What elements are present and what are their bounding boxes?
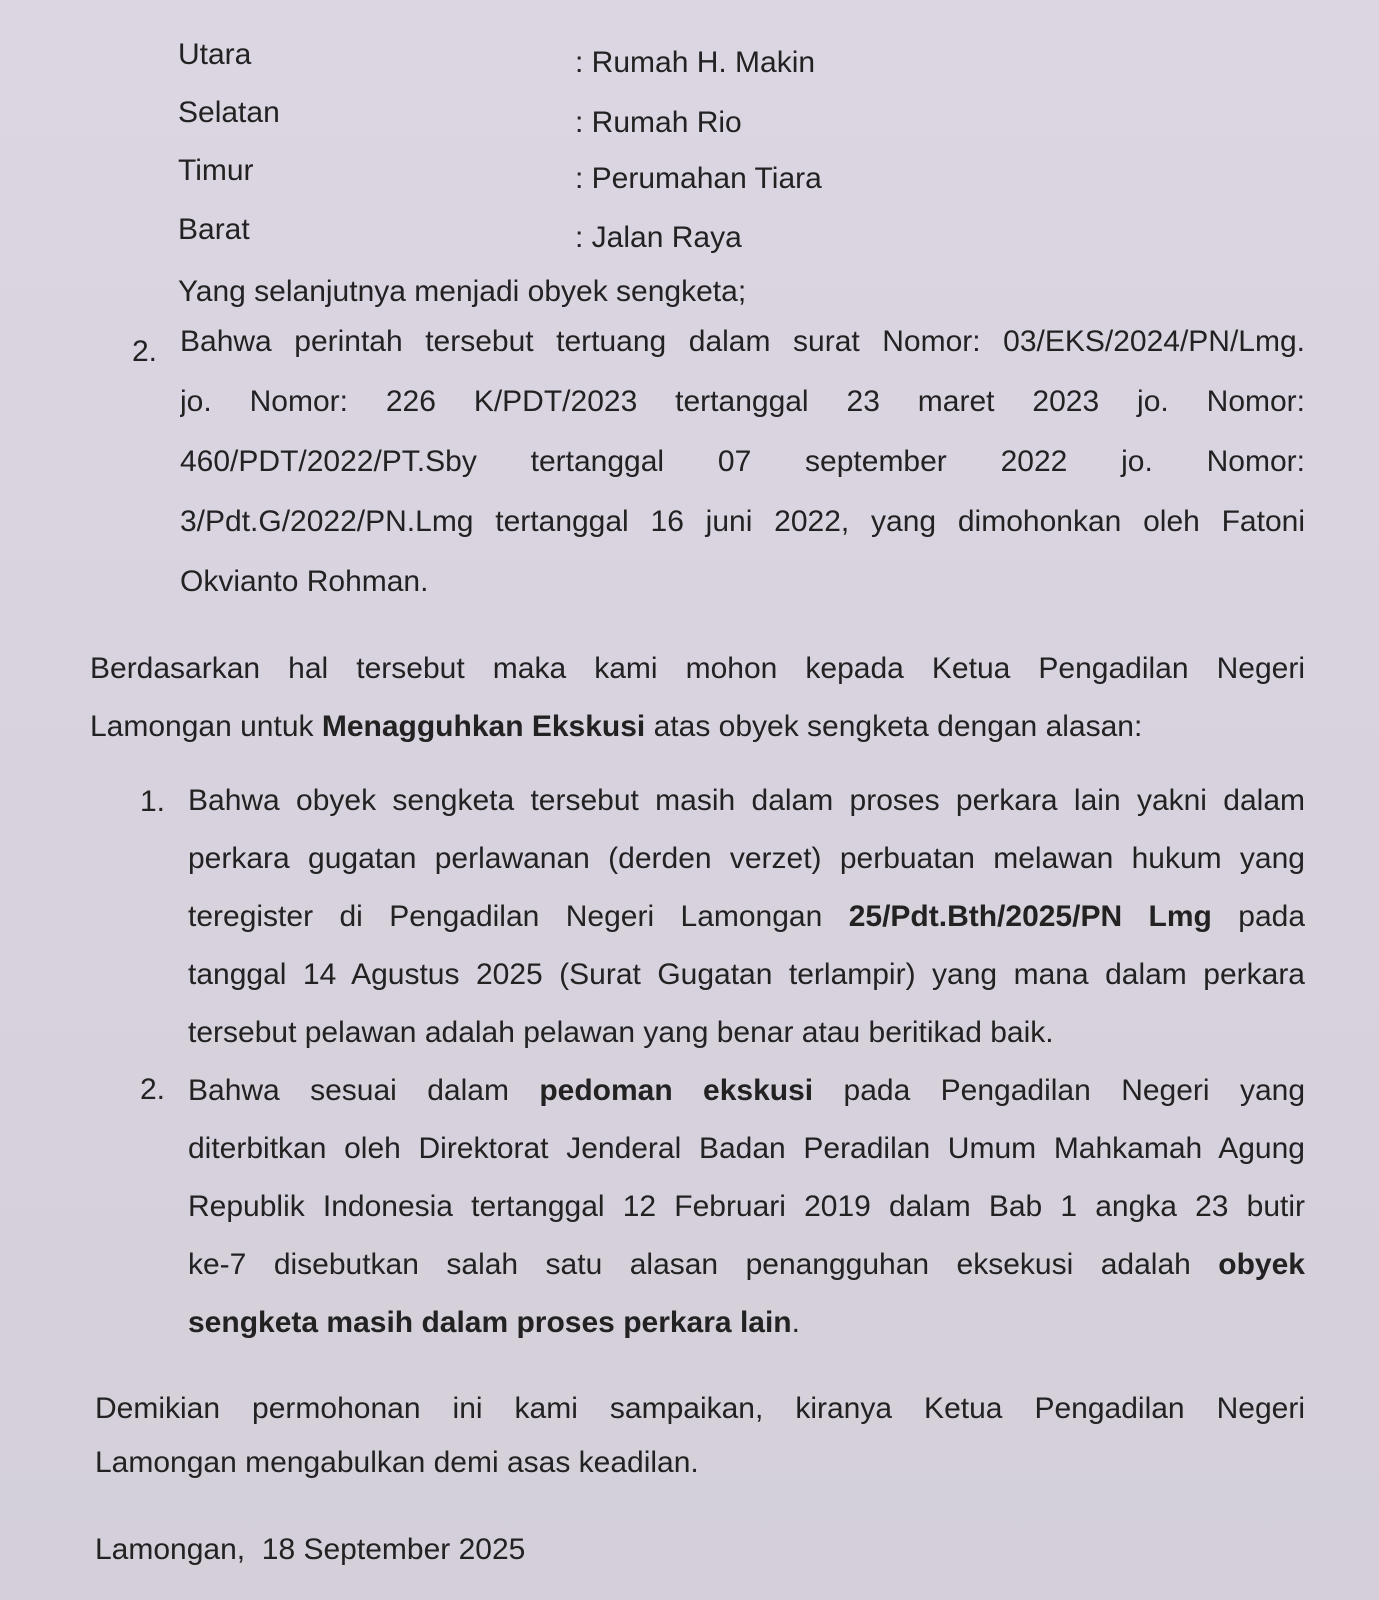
place-date: Lamongan, 18 September 2025 bbox=[95, 1533, 526, 1566]
boundary-label-west: Barat bbox=[178, 213, 250, 246]
boundary-label-south: Selatan bbox=[178, 96, 280, 129]
object-note: Yang selanjutnya menjadi obyek sengketa; bbox=[178, 275, 747, 308]
reason-text: teregister di Pengadilan Negeri Lamongan bbox=[188, 900, 849, 933]
boundary-value-south: : Rumah Rio bbox=[575, 106, 742, 139]
reason-line bbox=[188, 888, 1305, 946]
request-text: Lamongan untuk bbox=[90, 710, 322, 743]
request-text: atas obyek sengketa dengan alasan: bbox=[645, 710, 1143, 743]
reason-line: Republik Indonesia tertanggal 12 Februari 2019 dalam Bab 1 angka 23 butir bbox=[188, 1190, 1305, 1223]
boundary-label-east: Timur bbox=[178, 154, 254, 187]
closing-line: Demikian permohonan ini kami sampaikan, kiranya Ketua Pengadilan Negeri bbox=[95, 1392, 1305, 1425]
reason-emphasis: pedoman ekskusi bbox=[539, 1074, 814, 1107]
boundary-value-west: : Jalan Raya bbox=[575, 221, 742, 254]
closing-line: Lamongan mengabulkan demi asas keadilan. bbox=[95, 1446, 699, 1479]
closing-paragraph bbox=[95, 1382, 1305, 1490]
request-paragraph bbox=[90, 640, 1305, 756]
reason-text: ke-7 disebutkan salah satu alasan penangguhan eksekusi adalah bbox=[188, 1248, 1219, 1281]
reason-line: tersebut pelawan adalah pelawan yang benar atau beritikad baik. bbox=[188, 1016, 1054, 1049]
reason-1-paragraph bbox=[188, 772, 1305, 1062]
reason-emphasis: obyek bbox=[1218, 1248, 1305, 1281]
reason-text: pada Pengadilan Negeri yang bbox=[813, 1074, 1305, 1107]
case-number: 25/Pdt.Bth/2025/PN Lmg bbox=[848, 900, 1212, 933]
item2-line: jo. Nomor: 226 K/PDT/2023 tertanggal 23 maret 2023 jo. Nomor: bbox=[180, 385, 1305, 418]
item2-line: 460/PDT/2022/PT.Sby tertanggal 07 september 2022 jo. Nomor: bbox=[180, 445, 1305, 478]
item2-line: 3/Pdt.G/2022/PN.Lmg tertanggal 16 juni 2022, yang dimohonkan oleh Fatoni bbox=[180, 505, 1305, 538]
item-number: 2. bbox=[132, 335, 158, 368]
request-emphasis: Menagguhkan Ekskusi bbox=[321, 710, 646, 743]
reason-number: 2. bbox=[140, 1073, 166, 1106]
reason-text: . bbox=[791, 1306, 800, 1339]
item2-line: Bahwa perintah tersebut tertuang dalam surat Nomor: 03/EKS/2024/PN/Lmg. bbox=[180, 325, 1305, 358]
reason-line bbox=[188, 1236, 1305, 1294]
boundary-label-north: Utara bbox=[178, 38, 252, 71]
reason-line: Bahwa obyek sengketa tersebut masih dalam proses perkara lain yakni dalam bbox=[188, 784, 1305, 817]
item2-line: Okvianto Rohman. bbox=[180, 565, 429, 598]
reason-line: perkara gugatan perlawanan (derden verzet) perbuatan melawan hukum yang bbox=[188, 842, 1305, 875]
boundary-value-north: : Rumah H. Makin bbox=[575, 46, 816, 79]
request-line bbox=[90, 698, 1305, 756]
reason-emphasis: sengketa masih dalam proses perkara lain bbox=[188, 1306, 792, 1339]
boundary-value-east: : Perumahan Tiara bbox=[575, 162, 822, 195]
reason-2-paragraph bbox=[188, 1062, 1305, 1352]
reason-line: tanggal 14 Agustus 2025 (Surat Gugatan terlampir) yang mana dalam perkara bbox=[188, 958, 1305, 991]
reason-line: diterbitkan oleh Direktorat Jenderal Badan Peradilan Umum Mahkamah Agung bbox=[188, 1132, 1305, 1165]
request-line: Berdasarkan hal tersebut maka kami mohon kepada Ketua Pengadilan Negeri bbox=[90, 652, 1305, 685]
item2-paragraph bbox=[180, 312, 1305, 612]
reason-text: pada bbox=[1211, 900, 1305, 933]
reason-line bbox=[188, 1294, 1305, 1352]
reason-text: Bahwa sesuai dalam bbox=[188, 1074, 540, 1107]
reason-line bbox=[188, 1062, 1305, 1120]
reason-number: 1. bbox=[140, 785, 166, 818]
